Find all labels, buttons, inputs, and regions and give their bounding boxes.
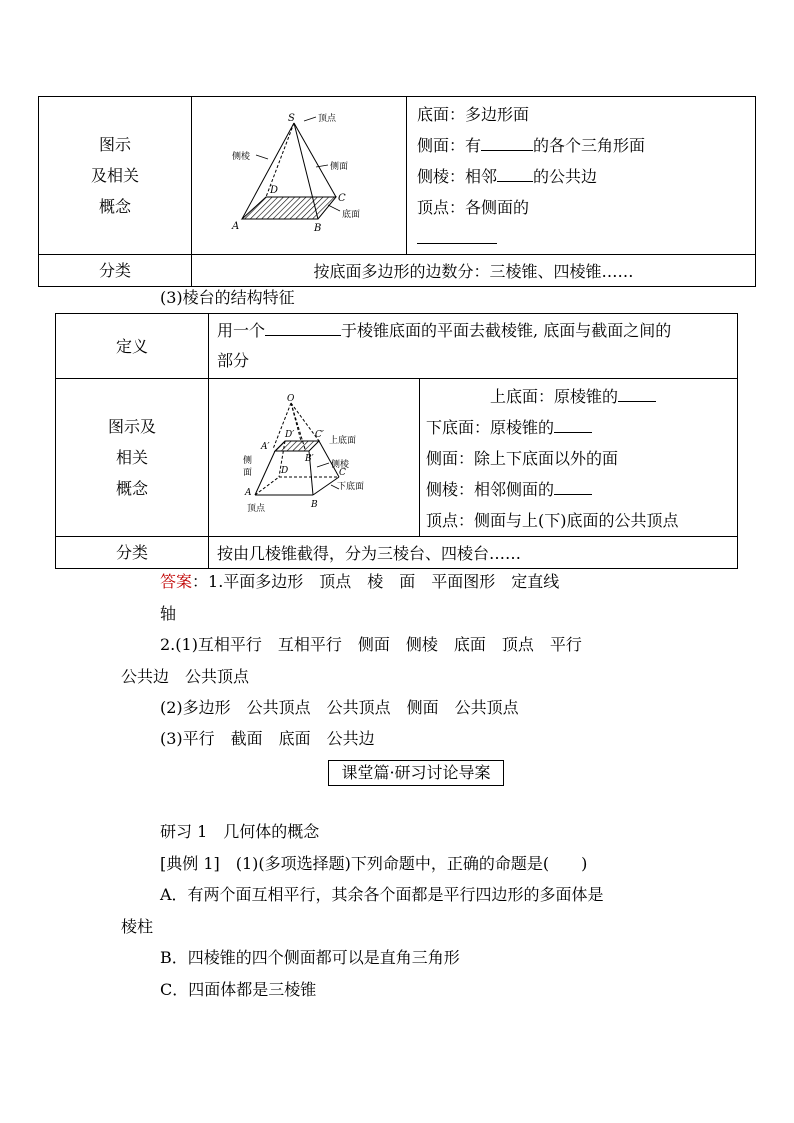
edge-text: 侧棱：相邻侧面的 [426, 480, 555, 499]
study-title: 研习 1 几何体的概念 [160, 822, 320, 841]
label-face: 侧面 [330, 161, 349, 172]
blank-field [554, 476, 592, 495]
answer-line-2b: 公共边 公共顶点 [121, 667, 250, 686]
side-prefix: 侧面：有 [417, 136, 482, 155]
answer-line-3: (2)多边形 公共顶点 公共顶点 侧面 公共顶点 [160, 698, 519, 717]
label-edge: 侧棱 [232, 151, 251, 162]
label-d: D [270, 184, 279, 196]
label-top: 上底面 [329, 435, 357, 446]
frustum-concepts-cell [420, 379, 738, 537]
pyramid-table [38, 96, 756, 287]
class-label: 分类 [39, 255, 192, 287]
face-text: 侧面：除上下底面以外的面 [426, 449, 619, 468]
definition-cell [209, 314, 738, 379]
def-suffix: 于棱锥底面的平面去截棱锥, 底面与截面之间的 [341, 321, 672, 340]
base-text: 多边形面 [465, 105, 530, 124]
figure-label-line: 图示及 [107, 417, 156, 436]
figure-label-line: 图示 [98, 135, 131, 154]
blank-field [481, 132, 533, 151]
answer-text: ：1.平面多边形 顶点 棱 面 平面图形 定直线 [192, 572, 560, 591]
figure-label-line: 概念 [98, 197, 131, 216]
label-b: B [314, 222, 322, 234]
label-a1: A′ [261, 441, 270, 452]
label-d1: D′ [285, 429, 295, 440]
label-a: A [245, 487, 252, 498]
option-c: C．四面体都是三棱锥 [160, 980, 317, 999]
frustum-figure [239, 391, 389, 521]
label-bottom: 下底面 [337, 481, 365, 492]
def-line2: 部分 [217, 351, 250, 370]
bottom-text: 下底面：原棱锥的 [426, 418, 555, 437]
answer-label: 答案 [160, 572, 193, 591]
pyramid-figure-cell [192, 97, 407, 255]
answer-line-2: 2.(1)互相平行 互相平行 侧面 侧棱 底面 顶点 平行 [160, 635, 582, 654]
label-c: C [339, 467, 346, 478]
base-prefix: 底面： [417, 105, 466, 124]
class-label: 分类 [56, 537, 209, 569]
edge-suffix: 的公共边 [533, 167, 598, 186]
label-face-2: 面 [243, 467, 253, 478]
blank-field [497, 163, 533, 182]
vertex-text: 顶点：侧面与上(下)底面的公共顶点 [426, 511, 679, 530]
blank-field [265, 317, 341, 336]
frustum-heading: (3)棱台的结构特征 [160, 288, 295, 307]
label-s: S [288, 112, 295, 124]
label-b: B [311, 499, 318, 510]
answer-line-1b: 轴 [160, 604, 177, 623]
label-d: D [281, 465, 289, 476]
option-a-cont: 棱柱 [121, 917, 154, 936]
frustum-table [55, 313, 738, 569]
pyramid-figure [224, 109, 374, 239]
label-c: C [338, 192, 346, 204]
definition-label: 定义 [56, 314, 209, 379]
option-b: B．四棱锥的四个侧面都可以是直角三角形 [160, 948, 460, 967]
pyramid-concepts-cell [407, 97, 756, 255]
blank-field [554, 414, 592, 433]
def-prefix: 用一个 [217, 321, 266, 340]
figure-label-line: 及相关 [90, 166, 139, 185]
vertex-prefix: 顶点：各侧面的 [417, 198, 530, 217]
figure-label-cell [39, 97, 192, 255]
option-a: A．有两个面互相平行，其余各个面都是平行四边形的多面体是 [160, 885, 604, 904]
figure-label-cell [56, 379, 209, 537]
section-title: 课堂篇·研习讨论导案 [328, 760, 504, 786]
label-b1: B′ [305, 453, 314, 464]
answer-line-1 [160, 571, 559, 593]
class-text: 按由几棱锥截得，分为三棱台、四棱台…… [209, 537, 738, 569]
answer-line-4: (3)平行 截面 底面 公共边 [160, 729, 375, 748]
top-text: 上底面：原棱锥的 [490, 387, 619, 406]
label-o: O [287, 393, 295, 404]
label-c1: C′ [315, 429, 324, 440]
example-heading: [典例 1] (1)(多项选择题)下列命题中，正确的命题是( ) [160, 854, 588, 873]
class-text: 按底面多边形的边数分：三棱锥、四棱锥…… [192, 255, 756, 287]
frustum-figure-cell [209, 379, 420, 537]
figure-label-line: 相关 [115, 448, 148, 467]
label-a: A [232, 220, 240, 232]
label-vertex: 顶点 [247, 503, 266, 514]
label-face-1: 侧 [243, 455, 253, 466]
edge-prefix: 侧棱：相邻 [417, 167, 498, 186]
label-base: 底面 [342, 209, 361, 220]
figure-label-line: 概念 [115, 479, 148, 498]
blank-field [417, 225, 497, 244]
label-edge: 侧棱 [331, 459, 350, 470]
blank-field [618, 383, 656, 402]
side-suffix: 的各个三角形面 [533, 136, 646, 155]
label-vertex: 顶点 [318, 113, 337, 124]
